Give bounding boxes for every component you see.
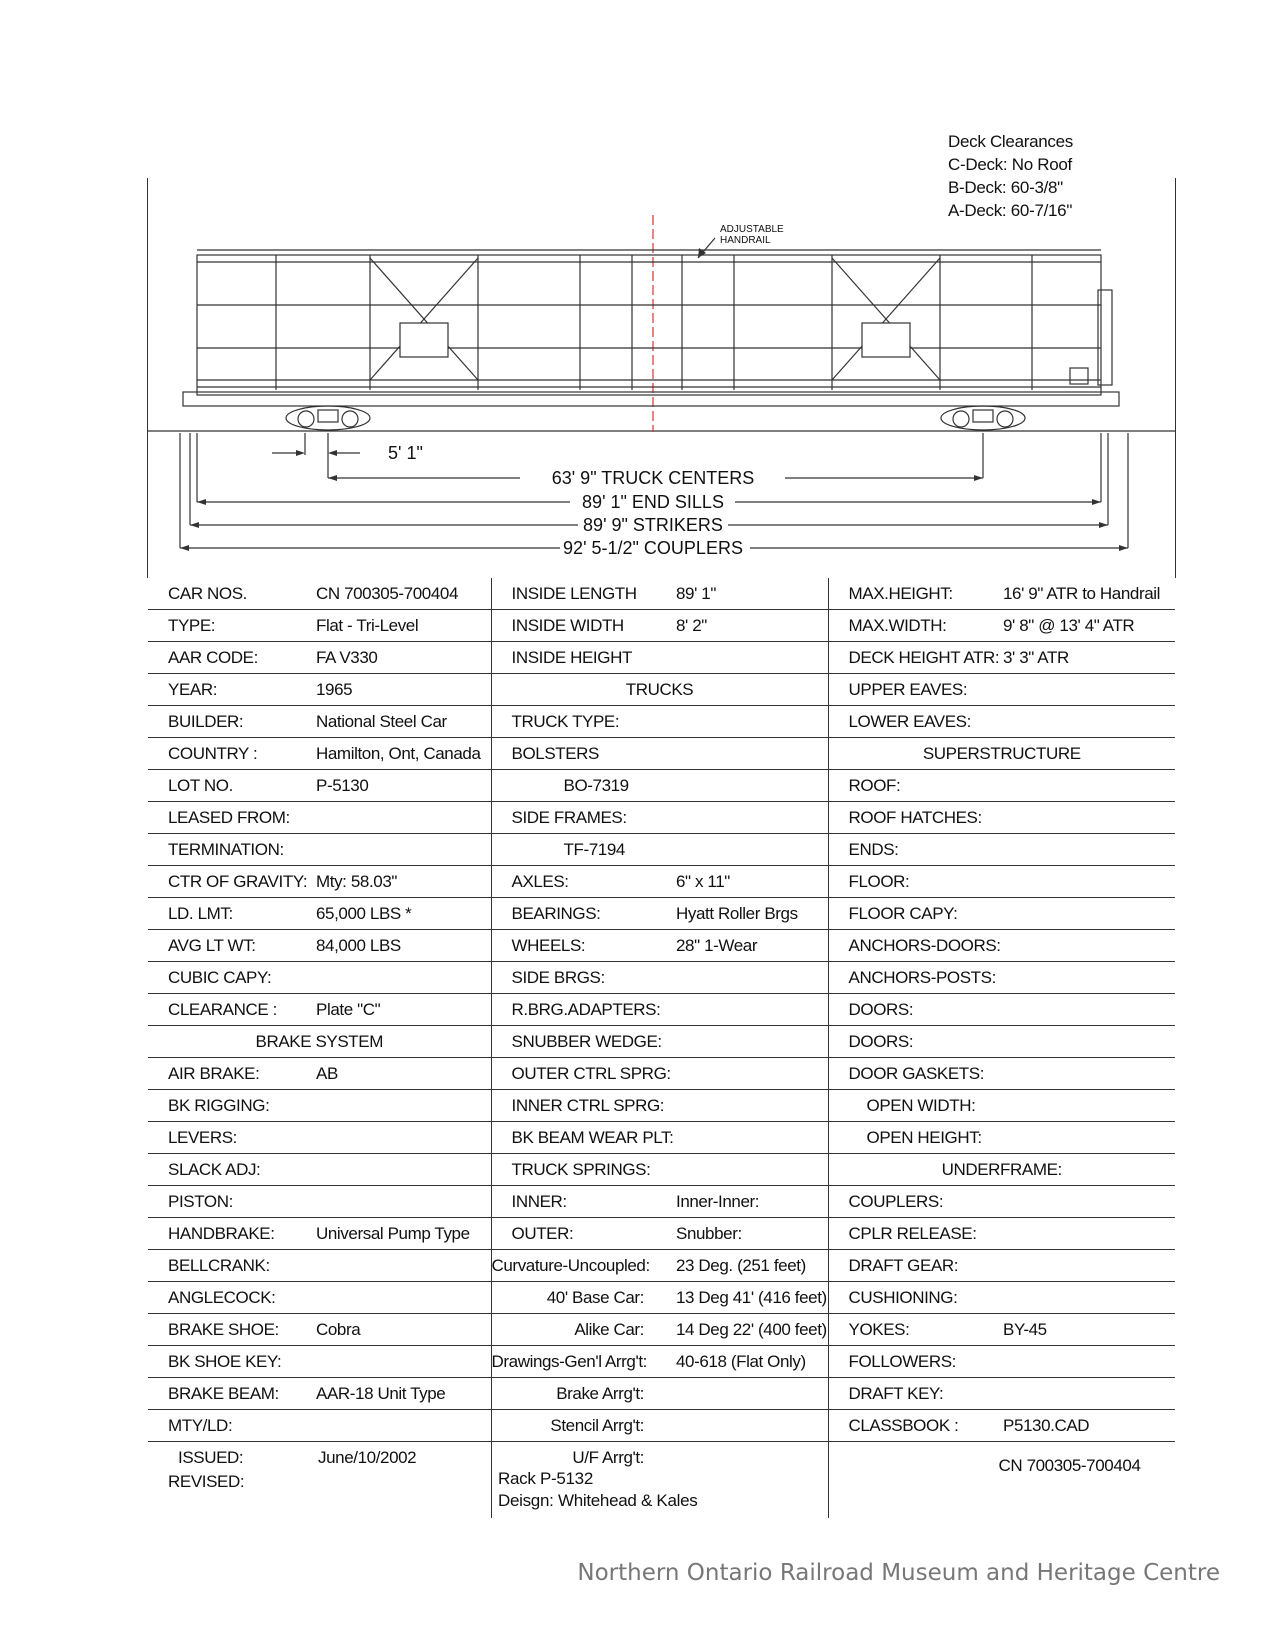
spec-value xyxy=(983,1250,1175,1282)
spec-value xyxy=(656,1122,828,1154)
spec-row xyxy=(148,898,1175,930)
spec-value: Mty: 58.03" xyxy=(296,866,491,898)
spec-value xyxy=(983,706,1175,738)
spec-label: COUPLERS: xyxy=(828,1186,983,1218)
spec-value: Snubber: xyxy=(656,1218,828,1250)
spec-row xyxy=(148,866,1175,898)
spec-value xyxy=(656,1410,828,1442)
spec-row xyxy=(148,1314,1175,1346)
spec-label: FOLLOWERS: xyxy=(828,1346,983,1378)
spec-value: 16' 9" ATR to Handrail xyxy=(983,578,1175,610)
spec-label: BK BEAM WEAR PLT: xyxy=(491,1122,656,1154)
spec-label: UPPER EAVES: xyxy=(828,674,983,706)
b-deck-clearance: B-Deck: 60-3/8" xyxy=(948,178,1063,197)
spec-value xyxy=(296,1410,491,1442)
spec-label: BK SHOE KEY: xyxy=(148,1346,296,1378)
spec-row xyxy=(148,834,1175,866)
spec-value xyxy=(983,898,1175,930)
spec-value xyxy=(983,930,1175,962)
spec-label: Stencil Arrg't: xyxy=(491,1410,656,1442)
spec-value xyxy=(983,802,1175,834)
spec-label: SNUBBER WEDGE: xyxy=(491,1026,656,1058)
spec-value xyxy=(296,1090,491,1122)
spec-label: TERMINATION: xyxy=(148,834,296,866)
spec-label: FLOOR: xyxy=(828,866,983,898)
spec-value xyxy=(983,1122,1175,1154)
spec-value xyxy=(296,1186,491,1218)
spec-label: DECK HEIGHT ATR: xyxy=(828,642,983,674)
issued-revised-labels xyxy=(148,1442,296,1519)
spec-label: BELLCRANK: xyxy=(148,1250,296,1282)
spec-value xyxy=(656,738,828,770)
spec-label: BUILDER: xyxy=(148,706,296,738)
spec-label: ANCHORS-POSTS: xyxy=(828,962,983,994)
spec-label: ANCHORS-DOORS: xyxy=(828,930,983,962)
spec-value xyxy=(656,1378,828,1410)
museum-credit: Northern Ontario Railroad Museum and Heritage Centre xyxy=(577,1560,1220,1586)
spec-value: 28" 1-Wear xyxy=(656,930,828,962)
spec-label: FLOOR CAPY: xyxy=(828,898,983,930)
spec-label: BEARINGS: xyxy=(491,898,656,930)
spec-value xyxy=(656,994,828,1026)
spec-value xyxy=(983,994,1175,1026)
spec-label: MTY/LD: xyxy=(148,1410,296,1442)
spec-value xyxy=(983,834,1175,866)
spec-value xyxy=(983,1378,1175,1410)
spec-value: Hyatt Roller Brgs xyxy=(656,898,828,930)
spec-value xyxy=(296,1282,491,1314)
spec-label: WHEELS: xyxy=(491,930,656,962)
spec-label: OPEN WIDTH: xyxy=(828,1090,983,1122)
spec-label: AXLES: xyxy=(491,866,656,898)
spec-label: COUNTRY : xyxy=(148,738,296,770)
spec-value: Plate "C" xyxy=(296,994,491,1026)
spec-row xyxy=(148,1154,1175,1186)
a-deck-clearance: A-Deck: 60-7/16" xyxy=(948,201,1073,220)
spec-label: MAX.HEIGHT: xyxy=(828,578,983,610)
spec-value: 40-618 (Flat Only) xyxy=(656,1346,828,1378)
spec-label: ENDS: xyxy=(828,834,983,866)
spec-label: TRUCK SPRINGS: xyxy=(491,1154,656,1186)
spec-label: OUTER CTRL SPRG: xyxy=(491,1058,656,1090)
car-nos-stamp: CN 700305-700404 xyxy=(828,1442,1175,1519)
spec-value xyxy=(983,1186,1175,1218)
spec-value: 9' 8" @ 13' 4" ATR xyxy=(983,610,1175,642)
spec-section-heading: TF-7194 xyxy=(491,834,828,866)
spec-row xyxy=(148,1186,1175,1218)
dim-end-sills: 89' 1" END SILLS xyxy=(582,492,724,512)
spec-value xyxy=(983,770,1175,802)
spec-value xyxy=(983,1090,1175,1122)
spec-label: BOLSTERS xyxy=(491,738,656,770)
spec-section-heading: SUPERSTRUCTURE xyxy=(828,738,1175,770)
spec-row xyxy=(148,994,1175,1026)
spec-value: BY-45 xyxy=(983,1314,1175,1346)
spec-label: CUBIC CAPY: xyxy=(148,962,296,994)
spec-value: 89' 1" xyxy=(656,578,828,610)
spec-value: Hamilton, Ont, Canada xyxy=(296,738,491,770)
spec-row xyxy=(148,1410,1175,1442)
spec-label: INNER CTRL SPRG: xyxy=(491,1090,656,1122)
spec-value xyxy=(983,1218,1175,1250)
spec-value: P5130.CAD xyxy=(983,1410,1175,1442)
spec-value: 23 Deg. (251 feet) xyxy=(656,1250,828,1282)
spec-label: LEASED FROM: xyxy=(148,802,296,834)
spec-label: INSIDE LENGTH xyxy=(491,578,656,610)
spec-value xyxy=(656,1026,828,1058)
spec-label: INNER: xyxy=(491,1186,656,1218)
spec-value: Cobra xyxy=(296,1314,491,1346)
spec-value xyxy=(983,962,1175,994)
spec-label: AAR CODE: xyxy=(148,642,296,674)
issued-value: June/10/2002 xyxy=(318,1448,417,1467)
spec-row xyxy=(148,610,1175,642)
spec-section-heading: BRAKE SYSTEM xyxy=(148,1026,491,1058)
spec-row xyxy=(148,1346,1175,1378)
spec-value xyxy=(656,962,828,994)
spec-label: OPEN HEIGHT: xyxy=(828,1122,983,1154)
spec-label: Drawings-Gen'l Arrg't: xyxy=(491,1346,656,1378)
spec-value: 3' 3" ATR xyxy=(983,642,1175,674)
spec-label: PISTON: xyxy=(148,1186,296,1218)
spec-row xyxy=(148,962,1175,994)
rack-number: Rack P-5132 xyxy=(498,1469,593,1488)
spec-row xyxy=(148,674,1175,706)
spec-value: CN 700305-700404 xyxy=(296,578,491,610)
spec-value xyxy=(983,1026,1175,1058)
spec-table xyxy=(148,578,1175,1518)
spec-label: DRAFT KEY: xyxy=(828,1378,983,1410)
truck-b xyxy=(941,406,1025,430)
spec-value xyxy=(296,1250,491,1282)
spec-label: YOKES: xyxy=(828,1314,983,1346)
spec-row xyxy=(148,930,1175,962)
deck-clearances-title: Deck Clearances xyxy=(948,132,1073,151)
spec-label: SIDE FRAMES: xyxy=(491,802,656,834)
spec-value: Universal Pump Type xyxy=(296,1218,491,1250)
spec-section-heading: TRUCKS xyxy=(491,674,828,706)
spec-label: SIDE BRGS: xyxy=(491,962,656,994)
spec-label: YEAR: xyxy=(148,674,296,706)
spec-label: TYPE: xyxy=(148,610,296,642)
c-deck-clearance: C-Deck: No Roof xyxy=(948,155,1072,174)
spec-value xyxy=(983,1346,1175,1378)
spec-row xyxy=(148,706,1175,738)
spec-value xyxy=(296,1154,491,1186)
spec-label: CLEARANCE : xyxy=(148,994,296,1026)
spec-row xyxy=(148,578,1175,610)
spec-value xyxy=(983,866,1175,898)
spec-value xyxy=(296,1122,491,1154)
spec-section-heading: BO-7319 xyxy=(491,770,828,802)
spec-value: AAR-18 Unit Type xyxy=(296,1378,491,1410)
uf-arrgt-label: U/F Arrg't: xyxy=(491,1442,656,1519)
spec-value: FA V330 xyxy=(296,642,491,674)
spec-row xyxy=(148,738,1175,770)
spec-value xyxy=(983,674,1175,706)
spec-label: CPLR RELEASE: xyxy=(828,1218,983,1250)
spec-label: BRAKE BEAM: xyxy=(148,1378,296,1410)
spec-label: Curvature-Uncoupled: xyxy=(491,1250,656,1282)
dim-couplers: 92' 5-1/2" COUPLERS xyxy=(563,538,743,558)
spec-row xyxy=(148,1378,1175,1410)
spec-row xyxy=(148,770,1175,802)
spec-value: 13 Deg 41' (416 feet) xyxy=(656,1282,828,1314)
spec-label: CTR OF GRAVITY: xyxy=(148,866,296,898)
spec-label: OUTER: xyxy=(491,1218,656,1250)
spec-row xyxy=(148,1090,1175,1122)
handrail-label-2: HANDRAIL xyxy=(720,235,771,246)
spec-label: HANDBRAKE: xyxy=(148,1218,296,1250)
spec-value xyxy=(296,802,491,834)
spec-value: 1965 xyxy=(296,674,491,706)
spec-label: Alike Car: xyxy=(491,1314,656,1346)
truck-a xyxy=(286,406,370,430)
spec-label: SLACK ADJ: xyxy=(148,1154,296,1186)
issued-label: ISSUED: xyxy=(178,1448,244,1467)
spec-value xyxy=(656,1154,828,1186)
spec-label: DOORS: xyxy=(828,994,983,1026)
spec-label: ANGLECOCK: xyxy=(148,1282,296,1314)
spec-label: INSIDE HEIGHT xyxy=(491,642,656,674)
spec-row xyxy=(148,642,1175,674)
spec-row xyxy=(148,1026,1175,1058)
dim-truck-wheelbase: 5' 1" xyxy=(388,443,423,463)
spec-label: DOORS: xyxy=(828,1026,983,1058)
spec-value xyxy=(656,802,828,834)
spec-value xyxy=(656,706,828,738)
spec-label: LOT NO. xyxy=(148,770,296,802)
spec-label: MAX.WIDTH: xyxy=(828,610,983,642)
spec-label: CAR NOS. xyxy=(148,578,296,610)
spec-value xyxy=(296,1346,491,1378)
spec-value xyxy=(656,642,828,674)
spec-label: 40' Base Car: xyxy=(491,1282,656,1314)
spec-value: 65,000 LBS * xyxy=(296,898,491,930)
spec-value xyxy=(983,1058,1175,1090)
spec-label: BK RIGGING: xyxy=(148,1090,296,1122)
spec-value xyxy=(983,1282,1175,1314)
design-credit: Deisgn: Whitehead & Kales xyxy=(498,1491,698,1510)
spec-label: CLASSBOOK : xyxy=(828,1410,983,1442)
spec-value: AB xyxy=(296,1058,491,1090)
spec-section-heading: UNDERFRAME: xyxy=(828,1154,1175,1186)
dim-strikers: 89' 9" STRIKERS xyxy=(583,515,723,535)
spec-value: 14 Deg 22' (400 feet) xyxy=(656,1314,828,1346)
spec-label: BRAKE SHOE: xyxy=(148,1314,296,1346)
spec-row xyxy=(148,1122,1175,1154)
spec-label: CUSHIONING: xyxy=(828,1282,983,1314)
spec-label: AIR BRAKE: xyxy=(148,1058,296,1090)
spec-label: TRUCK TYPE: xyxy=(491,706,656,738)
dim-truck-centers: 63' 9" TRUCK CENTERS xyxy=(551,468,755,488)
spec-value: 8' 2" xyxy=(656,610,828,642)
spec-value: Inner-Inner: xyxy=(656,1186,828,1218)
spec-value: P-5130 xyxy=(296,770,491,802)
railcar-elevation-drawing xyxy=(0,0,1275,580)
spec-value: Flat - Tri-Level xyxy=(296,610,491,642)
spec-label: LEVERS: xyxy=(148,1122,296,1154)
handrail-label-1: ADJUSTABLE xyxy=(720,224,784,235)
spec-label: LD. LMT: xyxy=(148,898,296,930)
spec-row xyxy=(148,1250,1175,1282)
spec-label: Brake Arrg't: xyxy=(491,1378,656,1410)
spec-value xyxy=(296,962,491,994)
spec-row xyxy=(148,1218,1175,1250)
spec-label: R.BRG.ADAPTERS: xyxy=(491,994,656,1026)
spec-label: ROOF: xyxy=(828,770,983,802)
spec-value xyxy=(656,1058,828,1090)
car-body xyxy=(183,250,1119,406)
spec-label: INSIDE WIDTH xyxy=(491,610,656,642)
spec-value: National Steel Car xyxy=(296,706,491,738)
spec-label: DRAFT GEAR: xyxy=(828,1250,983,1282)
spec-value xyxy=(656,1090,828,1122)
spec-row xyxy=(148,1282,1175,1314)
spec-value: 84,000 LBS xyxy=(296,930,491,962)
spec-label: ROOF HATCHES: xyxy=(828,802,983,834)
spec-value xyxy=(296,834,491,866)
spec-label: AVG LT WT: xyxy=(148,930,296,962)
spec-value: 6" x 11" xyxy=(656,866,828,898)
footer-notes xyxy=(498,1468,697,1512)
spec-row xyxy=(148,1058,1175,1090)
spec-label: DOOR GASKETS: xyxy=(828,1058,983,1090)
spec-row xyxy=(148,802,1175,834)
spec-label: LOWER EAVES: xyxy=(828,706,983,738)
revised-label: REVISED: xyxy=(168,1472,245,1491)
